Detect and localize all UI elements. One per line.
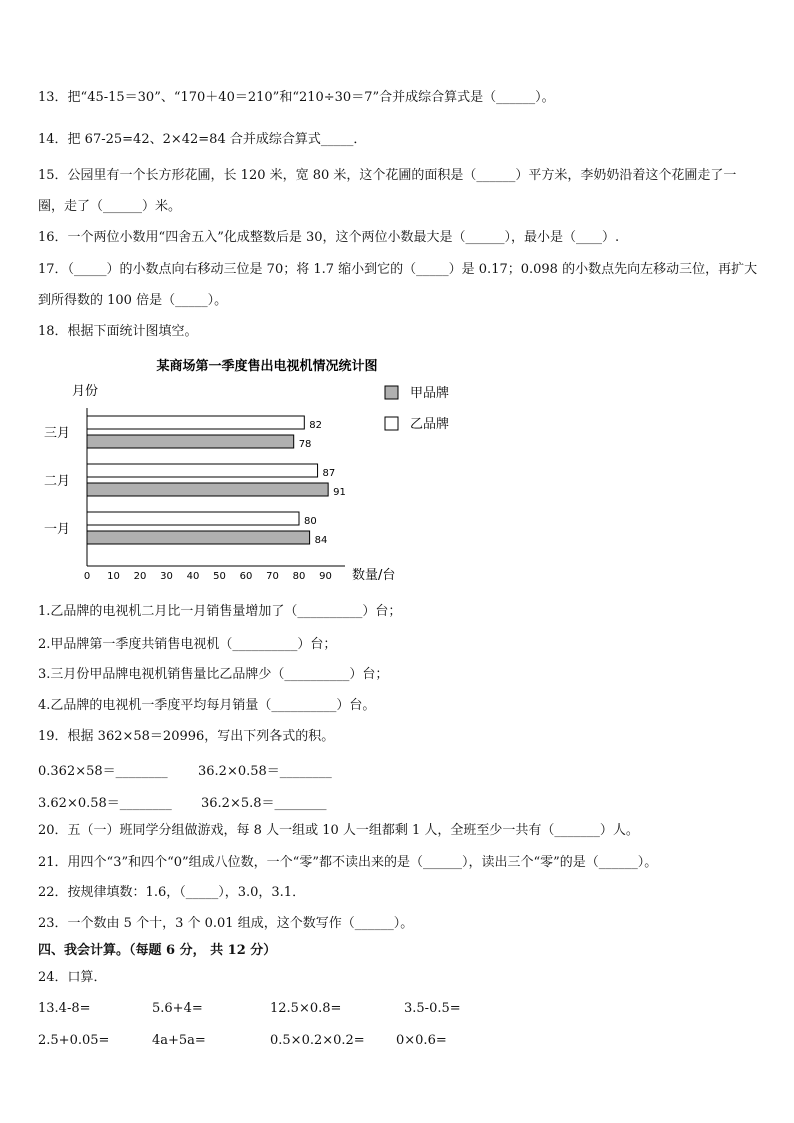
- category-label: 三月: [44, 426, 71, 441]
- bar-value-label: 84: [314, 535, 328, 546]
- q19-item-2: 36.2×0.58＝________: [198, 764, 332, 779]
- question-14: 14．把 67-25=42、2×42=84 合并成综合算式_____．: [38, 132, 367, 147]
- question-18-sub-1: 1.乙品牌的电视机二月比一月销售量增加了（__________）台；: [38, 604, 402, 619]
- question-17: 17．（_____）的小数点向右移动三位是 70；将 1.7 缩小到它的（_____）是 0.17；0.098 的小数点先向左移动三位，再扩大到所得数的 100 倍是（_____）。: [38, 262, 758, 308]
- q24-row1-item-1: 13.4-8=: [38, 1001, 91, 1016]
- chart-title: 某商场第一季度售出电视机情况统计图: [156, 359, 378, 374]
- question-13: 13．把“45-15＝30”、“170＋40＝210”和“210÷30＝7”合并成综合算式是（______）。: [38, 90, 555, 105]
- question-24: 24．口算．: [38, 970, 107, 985]
- question-16: 16．一个两位小数用“四舍五入”化成整数后是 30，这个两位小数最大是（______），最小是（____）.: [38, 230, 620, 245]
- bar-jia: [87, 435, 294, 448]
- x-tick-label: 60: [239, 571, 253, 582]
- question-22: 22．按规律填数：1.6，（_____），3.0，3.1．: [38, 885, 306, 900]
- y-axis-label: 月份: [72, 384, 99, 399]
- question-23: 23．一个数由 5 个十，3 个 0.01 组成，这个数写作（______）。: [38, 916, 414, 931]
- x-tick-label: 80: [292, 571, 306, 582]
- q19-item-1: 0.362×58＝________: [38, 764, 168, 779]
- question-18: 18．根据下面统计图填空。: [38, 324, 198, 339]
- x-axis-label: 数量/台: [352, 568, 396, 583]
- question-20: 20．五（一）班同学分组做游戏，每 8 人一组或 10 人一组都剩 1 人，全班至少一共有（_______）人。: [38, 823, 639, 838]
- x-tick-label: 10: [107, 571, 120, 582]
- question-19: 19．根据 362×58＝20996，写出下列各式的积。: [38, 729, 335, 744]
- bar-yi: [87, 416, 304, 429]
- x-tick-label: 20: [133, 571, 147, 582]
- bar-yi: [87, 464, 318, 477]
- legend-swatch-jia: [385, 386, 398, 399]
- q19-item-3: 3.62×0.58＝________: [38, 796, 172, 811]
- bar-value-label: 78: [298, 439, 312, 450]
- tv-sales-bar-chart: [40, 350, 460, 590]
- section-4-heading: 四、我会计算。（每题 6 分， 共 12 分）: [38, 943, 277, 958]
- x-tick-label: 40: [186, 571, 200, 582]
- bar-yi: [87, 512, 299, 525]
- category-label: 一月: [44, 522, 71, 537]
- bar-value-label: 91: [333, 487, 346, 498]
- legend-label-jia: 甲品牌: [410, 386, 450, 401]
- x-tick-label: 50: [213, 571, 226, 582]
- bar-value-label: 82: [309, 420, 323, 431]
- q24-row2-item-4: 0×0.6=: [396, 1033, 447, 1048]
- question-18-sub-4: 4.乙品牌的电视机一季度平均每月销量（__________）台。: [38, 698, 376, 713]
- x-tick-label: 90: [319, 571, 332, 582]
- x-tick-label: 30: [160, 571, 173, 582]
- q19-item-4: 36.2×5.8＝________: [201, 796, 327, 811]
- legend-swatch-yi: [385, 417, 398, 430]
- bar-jia: [87, 483, 328, 496]
- q24-row1-item-2: 5.6+4=: [152, 1001, 203, 1016]
- bar-value-label: 80: [304, 516, 317, 527]
- bar-value-label: 87: [322, 468, 336, 479]
- q24-row2-item-1: 2.5+0.05=: [38, 1033, 110, 1048]
- question-15: 15．公园里有一个长方形花圃，长 120 米，宽 80 米，这个花圃的面积是（______）平方米，李奶奶沿着这个花圃走了一圈，走了（______）米。: [38, 168, 737, 214]
- legend-label-yi: 乙品牌: [410, 417, 450, 432]
- category-label: 二月: [44, 474, 71, 489]
- x-tick-label: 70: [266, 571, 279, 582]
- q24-row1-item-4: 3.5-0.5=: [404, 1001, 461, 1016]
- question-18-sub-2: 2.甲品牌第一季度共销售电视机（__________）台；: [38, 637, 337, 652]
- q24-row1-item-3: 12.5×0.8=: [270, 1001, 342, 1016]
- bar-jia: [87, 531, 310, 544]
- q24-row2-item-2: 4a+5a=: [152, 1033, 206, 1048]
- x-tick-label: 0: [83, 571, 91, 582]
- question-21: 21．用四个“3”和四个“0”组成八位数，一个“零”都不读出来的是（______），读出三个“零”的是（______）。: [38, 855, 658, 870]
- question-18-sub-3: 3.三月份甲品牌电视机销售量比乙品牌少（__________）台；: [38, 667, 389, 682]
- q24-row2-item-3: 0.5×0.2×0.2=: [270, 1033, 365, 1048]
